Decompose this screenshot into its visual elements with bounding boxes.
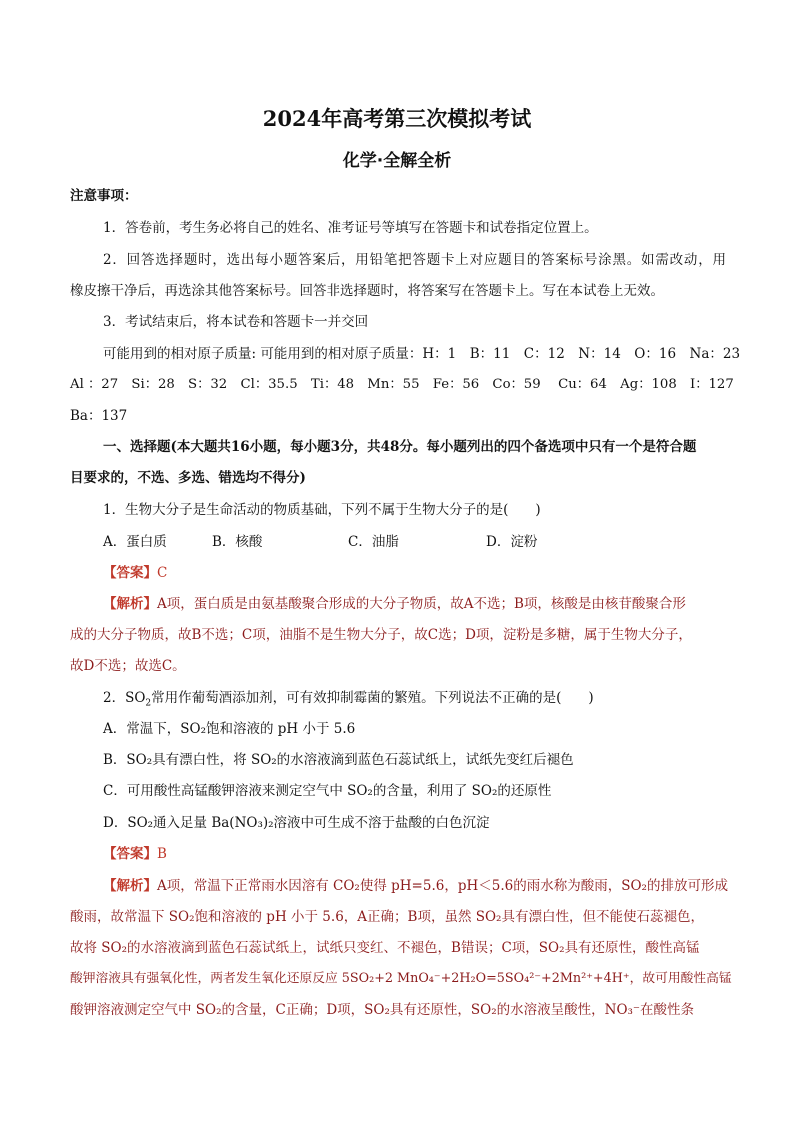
notice-item-2-line-1: 2．回答选择题时，选出每小题答案后，用铅笔把答题卡上对应题目的答案标号涂黑。如需改动，用	[103, 252, 726, 268]
q1-option-b: B．核酸	[212, 534, 263, 550]
q2-analysis-line-5: 酸钾溶液测定空气中 SO₂的含量，C正确；D项，SO₂具有还原性，SO₂的水溶液呈酸性，NO₃⁻在酸性条	[70, 1002, 695, 1018]
q1-stem: 1．生物大分子是生命活动的物质基础，下列不属于生物大分子的是( )	[103, 502, 541, 518]
q2-stem-post: 常用作葡萄酒添加剂，可有效抑制霉菌的繁殖。下列说法不正确的是( )	[151, 690, 594, 706]
page-subtitle: 化学·全解全析	[342, 151, 452, 171]
q2-analysis-line-3: 故将 SO₂的水溶液滴到蓝色石蕊试纸上，试纸只变红、不褪色，B错误；C项，SO₂具有还原性，酸性高锰	[70, 940, 700, 956]
section-heading-line-1: 一、选择题(本大题共16小题，每小题3分，共48分。每小题列出的四个备选项中只有一个是符合题	[103, 439, 697, 455]
q2-option-c: C．可用酸性高锰酸钾溶液来测定空气中 SO₂的含量，利用了 SO₂的还原性	[103, 783, 552, 799]
atomic-masses-line-3: Ba：137	[70, 408, 128, 424]
notice-item-3: 3．考试结束后，将本试卷和答题卡一并交回	[103, 314, 369, 330]
q2-analysis-text-1: A项，常温下正常雨水因溶有 CO₂使得 pH=5.6，pH＜5.6的雨水称为酸雨，SO₂的排放可形成	[157, 878, 728, 894]
q1-option-c: C．油脂	[348, 534, 399, 550]
atomic-masses-line-1: 可能用到的相对原子质量: 可能用到的相对原子质量：H：1 B：11 C：12 N：14 O：16 Na：23	[103, 346, 741, 362]
q1-analysis-line-2: 成的大分子物质，故B不选；C项，油脂不是生物大分子，故C选；D项，淀粉是多糖，属于生物大分子，	[70, 627, 692, 643]
q1-answer-value: C	[157, 565, 168, 581]
notice-item-1: 1．答卷前，考生务必将自己的姓名、准考证号等填写在答题卡和试卷指定位置上。	[103, 220, 598, 236]
q2-answer	[103, 844, 726, 864]
q2-stem-sub: 2	[145, 698, 152, 709]
atomic-masses-line-2: Al ：27 Si：28 S：32 Cl：35.5 Ti：48 Mn：55 Fe：56 Co：59 Cu：64 Ag：108 I：127	[70, 377, 734, 392]
q1-analysis-line-1	[103, 594, 726, 614]
q1-answer-tag: 【答案】	[103, 565, 157, 581]
q2-answer-value: B	[157, 846, 167, 862]
q2-analysis-line-1	[103, 876, 726, 896]
q1-analysis-text-1: A项，蛋白质是由氨基酸聚合形成的大分子物质，故A不选；B项，核酸是由核苷酸聚合形	[157, 596, 686, 612]
q2-analysis-tag: 【解析】	[103, 878, 157, 894]
q1-analysis-tag: 【解析】	[103, 596, 157, 612]
notice-heading: 注意事项：	[70, 188, 138, 204]
q2-analysis-line-2: 酸雨，故常温下 SO₂饱和溶液的 pH 小于 5.6，A正确；B项，虽然 SO₂具有漂白性，但不能使石蕊褪色，	[70, 909, 704, 925]
q2-stem-pre: 2．SO	[103, 690, 146, 706]
q1-analysis-line-3: 故D不选；故选C。	[70, 658, 186, 674]
q2-option-a: A．常温下，SO₂饱和溶液的 pH 小于 5.6	[103, 721, 356, 737]
page-title: 2024年高考第三次模拟考试	[262, 106, 532, 131]
q1-option-a: A．蛋白质	[103, 534, 167, 550]
q1-option-d: D．淀粉	[486, 534, 538, 550]
q2-option-b: B．SO₂具有漂白性，将 SO₂的水溶液滴到蓝色石蕊试纸上，试纸先变红后褪色	[103, 752, 574, 768]
section-heading-line-2: 目要求的，不选、多选、错选均不得分)	[70, 470, 306, 486]
q1-answer	[103, 563, 726, 583]
notice-item-2-line-2: 橡皮擦干净后，再选涂其他答案标号。回答非选择题时，将答案写在答题卡上。写在本试卷上无效。	[70, 283, 664, 299]
q2-answer-tag: 【答案】	[103, 846, 157, 862]
q2-stem	[103, 688, 726, 714]
q2-option-d: D．SO₂通入足量 Ba(NO₃)₂溶液中可生成不溶于盐酸的白色沉淀	[103, 815, 490, 831]
q2-analysis-line-4: 酸钾溶液具有强氧化性，两者发生氧化还原反应 5SO₂+2 MnO₄⁻+2H₂O=5SO₄²⁻+2Mn²⁺+4H⁺，故可用酸性高锰	[70, 971, 732, 986]
